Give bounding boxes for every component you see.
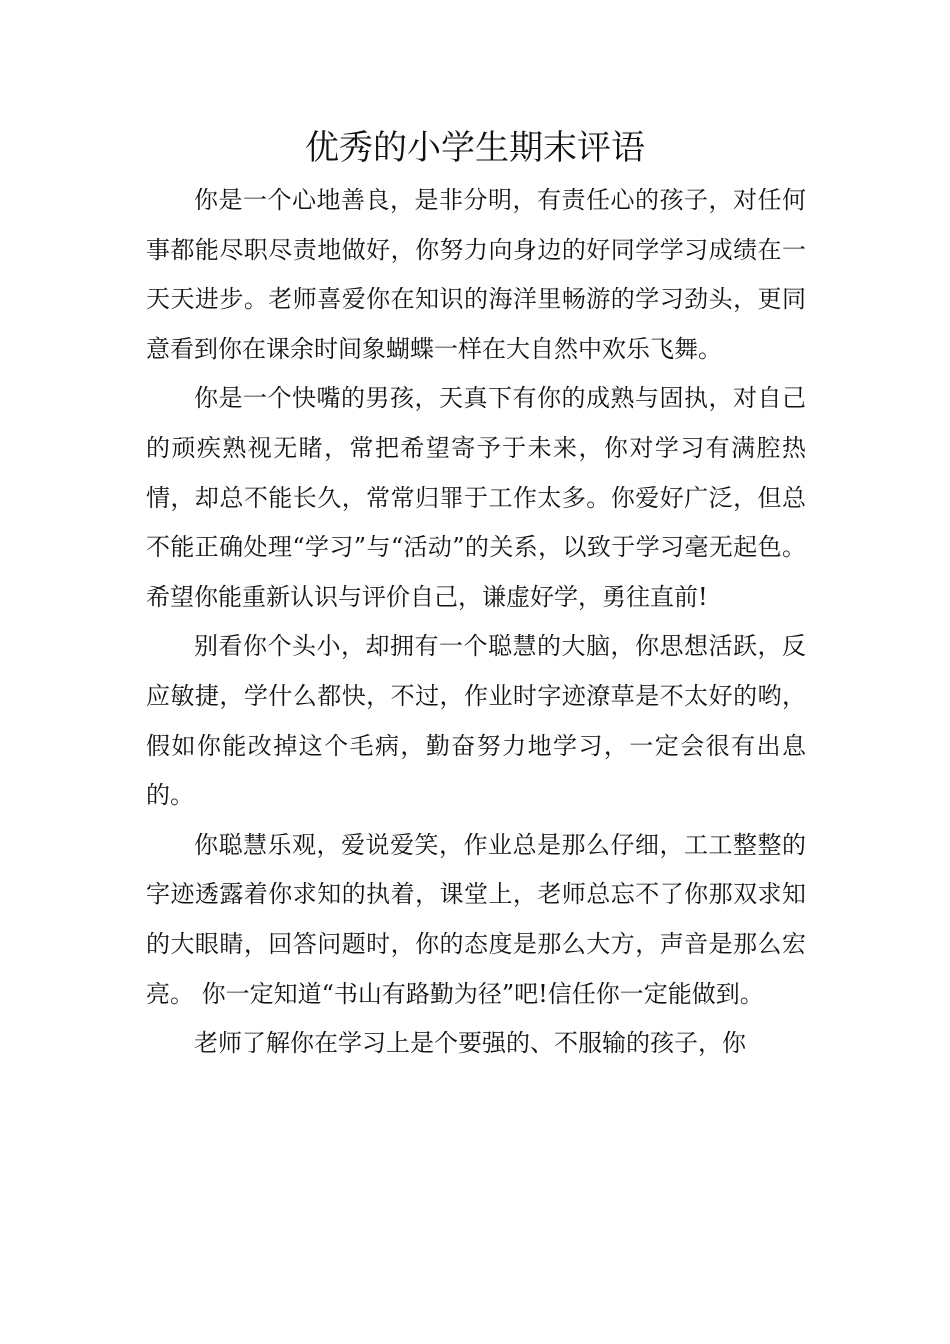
paragraph-3: 别看你个头小，却拥有一个聪慧的大脑，你思想活跃，反应敏捷，学什么都快，不过，作业时字迹潦草是不太好的哟，假如你能改掉这个毛病，勤奋努力地学习，一定会很有出息的。 <box>146 632 806 810</box>
paragraph-1: 你是一个心地善良，是非分明，有责任心的孩子，对任何事都能尽职尽责地做好，你努力向身边的好同学学习成绩在一天天进步。老师喜爱你在知识的海洋里畅游的学习劲头，更同意看到你在课余时间象蝴蝶一样在大自然中欢乐飞舞。 <box>146 186 806 363</box>
paragraph-2: 你是一个快嘴的男孩，天真下有你的成熟与固执，对自己的顽疾熟视无睹，常把希望寄予于未来，你对学习有满腔热情，却总不能长久，常常归罪于工作太多。你爱好广泛，但总不能正确处理“学习”与“活动”的关系，以致于学习毫无起色。希望你能重新认识与评价自己，谦虚好学，勇往直前! <box>146 384 806 611</box>
document-title: 优秀的小学生期末评语 <box>305 128 645 168</box>
paragraph-5: 老师了解你在学习上是个要强的、不服输的孩子，你 <box>194 1029 746 1058</box>
paragraph-4: 你聪慧乐观，爱说爱笑，作业总是那么仔细，工工整整的字迹透露着你求知的执着，课堂上，老师总忘不了你那双求知的大眼睛，回答问题时，你的态度是那么大方，声音是那么宏亮。 你一定知道“书山有路勤为径”吧!信任你一定能做到。 <box>146 830 806 1008</box>
document-body <box>146 176 806 1069</box>
